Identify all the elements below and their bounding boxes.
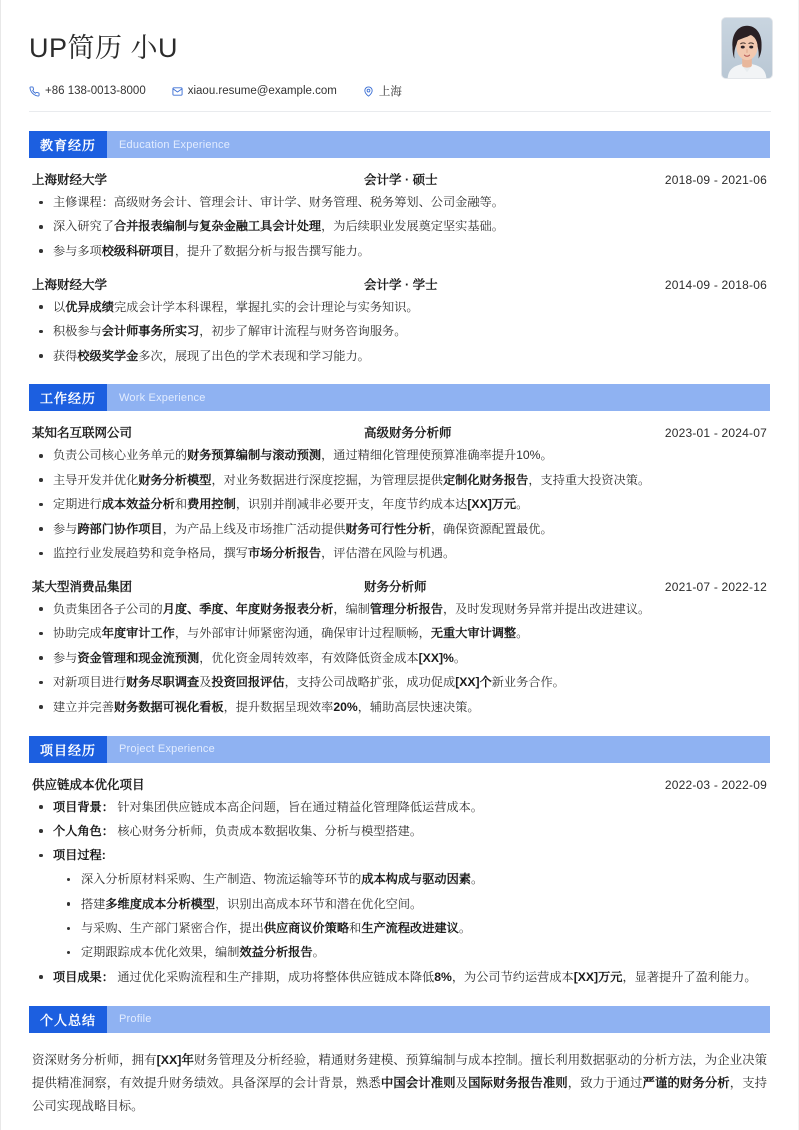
- sub-list-item: 搭建多维度成本分析模型，识别出高成本环节和潜在优化空间。: [53, 895, 770, 914]
- contact-phone-value: +86 138-0013-8000: [45, 85, 146, 98]
- name-row: [29, 22, 770, 64]
- section-title-cn: 个人总结: [29, 1006, 107, 1033]
- list-item: 以优异成绩完成会计学本科课程，掌握扎实的会计理论与实务知识。: [29, 298, 770, 317]
- section-title-cn: 项目经历: [29, 736, 107, 763]
- contact-row: [29, 83, 770, 99]
- sub-list-item: 与采购、生产部门紧密合作，提出供应商议价策略和生产流程改进建议。: [53, 919, 770, 938]
- list-item: 项目背景： 针对集团供应链成本高企问题，旨在通过精益化管理降低运营成本。: [29, 798, 770, 817]
- bullet-list: [29, 798, 770, 987]
- sub-list-item: 定期跟踪成本优化效果，编制效益分析报告。: [53, 943, 770, 962]
- list-item: 负责集团各子公司的月度、季度、年度财务报表分析，编制管理分析报告，及时发现财务异常并提出改进建议。: [29, 600, 770, 619]
- section-title-cn: 教育经历: [29, 131, 107, 158]
- section-header-project: [29, 736, 770, 763]
- entry-head: [29, 275, 770, 293]
- list-item-outcome: 项目成果： 通过优化采购流程和生产排期，成功将整体供应链成本降低8%，为公司节约运营成本[XX]万元，显著提升了盈利能力。: [29, 968, 770, 987]
- section-title-en: Profile: [119, 1013, 152, 1026]
- avatar: [721, 17, 773, 79]
- section-title-cn: 工作经历: [29, 384, 107, 411]
- entry-role: 会计学 · 硕士: [364, 173, 438, 187]
- section-header-education: [29, 131, 770, 158]
- profile-paragraph: 资深财务分析师，拥有[XX]年财务管理及分析经验，精通财务建模、预算编制与成本控制。擅长利用数据驱动的分析方法，为企业决策提供精准洞察，有效提升财务绩效。具备深厚的会计背景，熟悉中国会计准则及国际财务报告准则，致力于通过严谨的财务分析，支持公司实现战略目标。: [32, 1052, 768, 1113]
- education-entry: [29, 170, 770, 261]
- bullet-list: [29, 600, 770, 717]
- list-item: 监控行业发展趋势和竞争格局，撰写市场分析报告，评估潜在风险与机遇。: [29, 544, 770, 563]
- entry-role: 高级财务分析师: [364, 426, 452, 441]
- entry-head: [29, 577, 770, 595]
- envelope-icon: [172, 86, 183, 97]
- phone-icon: [29, 86, 40, 97]
- section-header-work: [29, 384, 770, 411]
- entry-head: [29, 170, 770, 188]
- entry-role: 会计学 · 学士: [364, 277, 438, 292]
- work-entry: [29, 577, 770, 717]
- work-entry: [29, 423, 770, 563]
- list-item: 建立并完善财务数据可视化看板，提升数据呈现效率20%，辅助高层快速决策。: [29, 698, 770, 717]
- list-item: 主导开发并优化财务分析模型，对业务数据进行深度挖掘，为管理层提供定制化财务报告，支持重大投资决策。: [29, 471, 770, 490]
- list-item: 积极参与会计师事务所实习，初步了解审计流程与财务咨询服务。: [29, 322, 770, 341]
- contact-location[interactable]: [363, 83, 402, 99]
- list-item: 对新项目进行财务尽职调查及投资回报评估，支持公司战略扩张，成功促成[XX]个新业务合作。: [29, 673, 770, 692]
- header-divider: [29, 111, 771, 112]
- page-title: UP简历 小U: [29, 33, 179, 63]
- entry-head: [29, 775, 770, 793]
- list-item: 负责公司核心业务单元的财务预算编制与滚动预测，通过精细化管理使预算准确率提升10%。: [29, 446, 770, 465]
- resume-body: [1, 131, 798, 1118]
- contact-location-value: 上海: [378, 86, 402, 99]
- entry-org: 上海财经大学: [32, 277, 108, 292]
- entry-date: 2014-09 - 2018-06: [664, 277, 767, 292]
- avatar-photo: [722, 18, 772, 78]
- contact-phone[interactable]: [29, 85, 146, 97]
- list-item: 深入研究了合并报表编制与复杂金融工具会计处理，为后续职业发展奠定坚实基础。: [29, 217, 770, 236]
- project-entry: [29, 775, 770, 987]
- entry-org: 上海财经大学: [32, 173, 108, 187]
- list-item: 参与跨部门协作项目，为产品上线及市场推广活动提供财务可行性分析，确保资源配置最优。: [29, 520, 770, 539]
- section-title-en: Education Experience: [119, 138, 231, 151]
- entry-head: [29, 423, 770, 441]
- section-title-en: Work Experience: [119, 391, 206, 404]
- list-item: 获得校级奖学金多次，展现了出色的学术表现和学习能力。: [29, 347, 770, 366]
- entry-date: 2018-09 - 2021-06: [664, 173, 767, 187]
- contact-email-value: xiaou.resume@example.com: [187, 85, 337, 98]
- entry-org: 某知名互联网公司: [32, 426, 133, 441]
- list-item: 参与资金管理和现金流预测，优化资金周转效率，有效降低资金成本[XX]%。: [29, 649, 770, 668]
- bullet-list: [29, 446, 770, 563]
- entry-org: 供应链成本优化项目: [32, 777, 145, 792]
- list-item: 定期进行成本效益分析和费用控制，识别并削减非必要开支，年度节约成本达[XX]万元。: [29, 495, 770, 514]
- list-item: 个人角色： 核心财务分析师，负责成本数据收集、分析与模型搭建。: [29, 822, 770, 841]
- entry-org: 某大型消费品集团: [32, 579, 133, 594]
- contact-email[interactable]: [172, 85, 337, 97]
- list-item: 参与多项校级科研项目，提升了数据分析与报告撰写能力。: [29, 242, 770, 261]
- entry-role: 财务分析师: [364, 579, 427, 594]
- location-pin-icon: [363, 86, 374, 97]
- entry-date: 2022-03 - 2022-09: [664, 777, 767, 792]
- sub-list-item: 深入分析原材料采购、生产制造、物流运输等环节的成本构成与驱动因素。: [53, 870, 770, 889]
- entry-date: 2023-01 - 2024-07: [664, 426, 767, 441]
- resume-header: [1, 0, 798, 112]
- entry-date: 2021-07 - 2022-12: [664, 579, 767, 594]
- bullet-list: [29, 193, 770, 261]
- list-item-process: [29, 846, 770, 962]
- section-title-en: Project Experience: [119, 743, 215, 755]
- list-item: 主修课程：高级财务会计、管理会计、审计学、财务管理、税务筹划、公司金融等。: [29, 193, 770, 212]
- education-entry: [29, 275, 770, 366]
- list-item: 协助完成年度审计工作，与外部审计师紧密沟通，确保审计过程顺畅，无重大审计调整。: [29, 624, 770, 643]
- sub-bullet-list: [53, 870, 770, 962]
- section-header-profile: [29, 1006, 770, 1033]
- process-label: 项目过程:: [53, 848, 106, 863]
- bullet-list: [29, 298, 770, 366]
